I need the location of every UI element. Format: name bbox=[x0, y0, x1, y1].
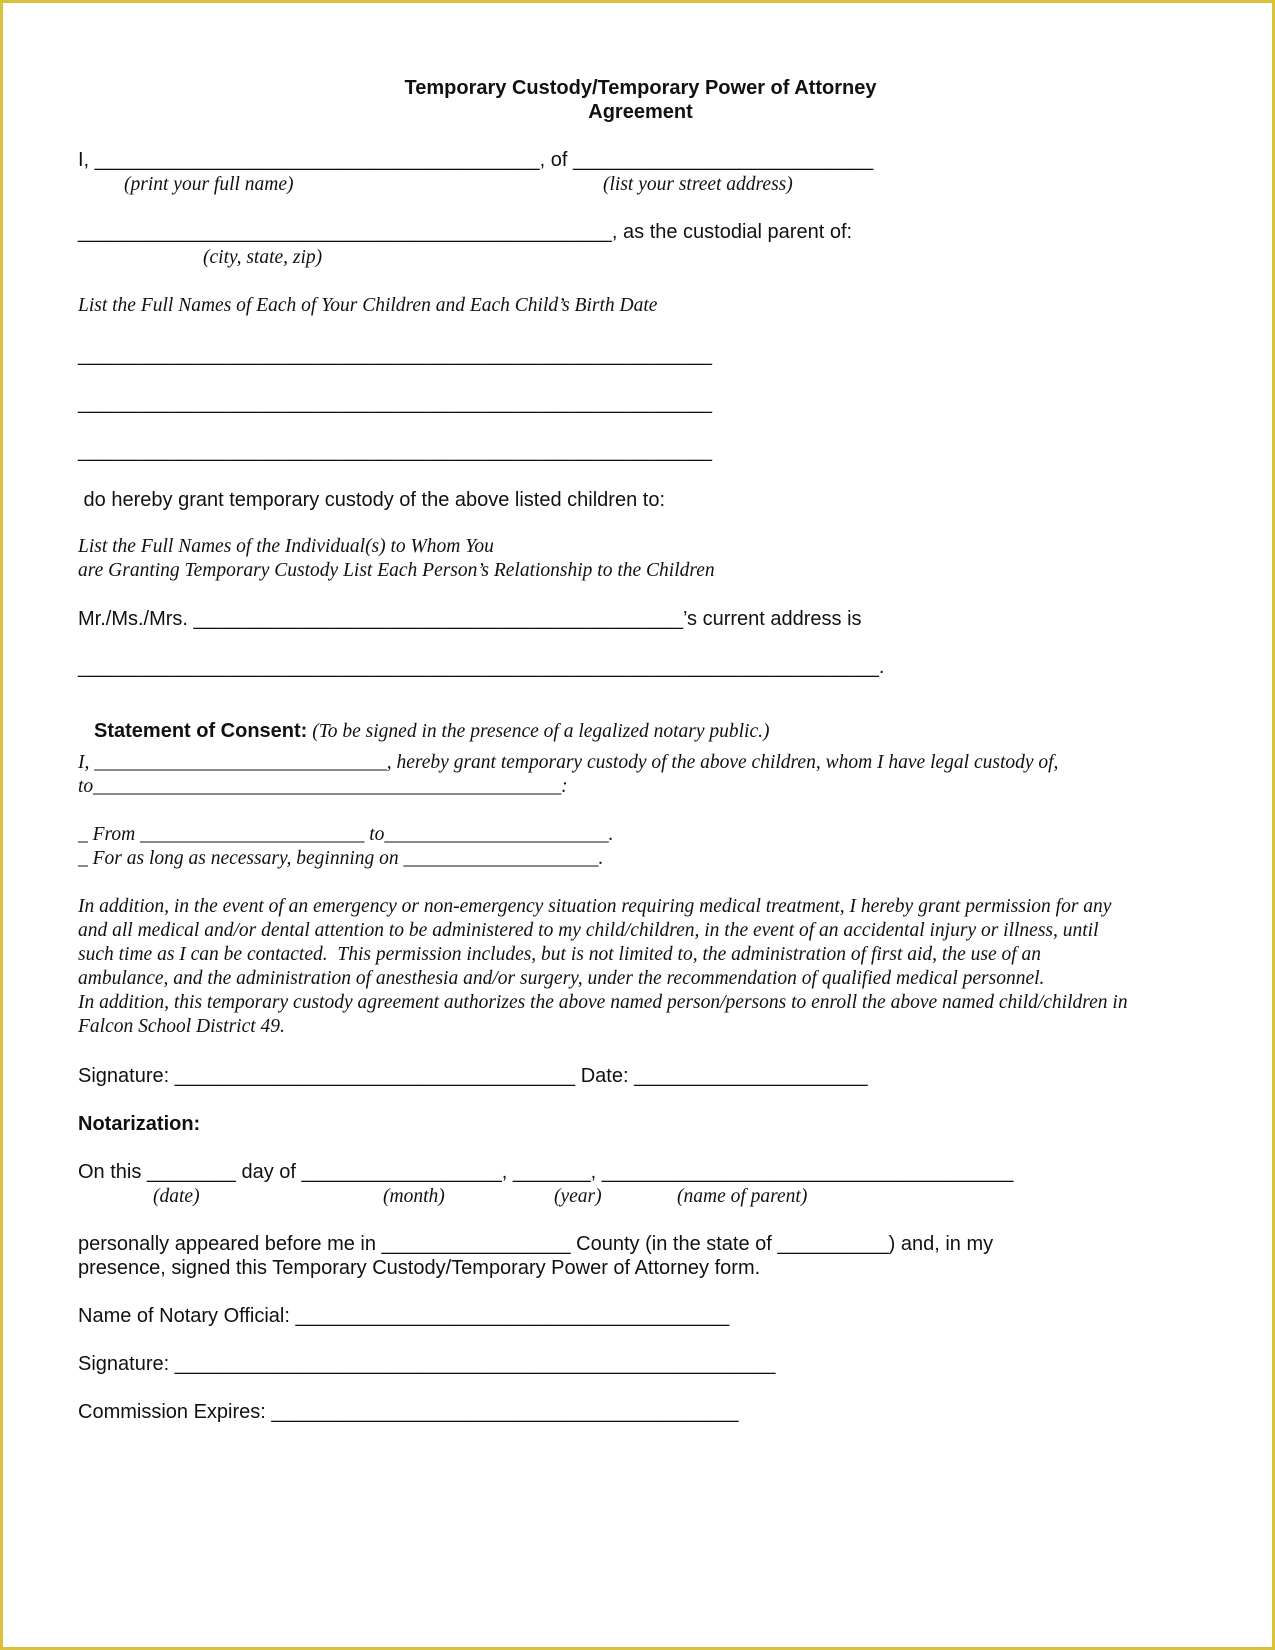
individuals-heading-line-2: are Granting Temporary Custody List Each Person’s Relationship to the Children bbox=[78, 560, 715, 581]
full-name-caption: (print your full name) bbox=[124, 174, 294, 195]
statement-of-consent-note: (To be signed in the presence of a legalized notary public.) bbox=[307, 721, 770, 742]
child-entry-field-1[interactable]: _________________________________________________________ bbox=[78, 344, 713, 366]
year-caption: (year) bbox=[554, 1186, 602, 1207]
notary-date-parent-line[interactable]: On this ________ day of __________________, _______, _____________________________________ bbox=[78, 1161, 1014, 1183]
date-caption: (date) bbox=[153, 1186, 200, 1207]
month-caption: (month) bbox=[383, 1186, 445, 1207]
signature-date-line[interactable]: Signature: ____________________________________ Date: _____________________ bbox=[78, 1065, 868, 1087]
consent-grantee-line[interactable]: to________________________________________________: bbox=[78, 776, 568, 797]
grant-custody-statement: do hereby grant temporary custody of the above listed children to: bbox=[78, 489, 666, 511]
child-entry-field-2[interactable]: _________________________________________________________ bbox=[78, 392, 713, 414]
custodian-address-field[interactable]: ________________________________________________________________________. bbox=[78, 656, 885, 678]
name-of-parent-caption: (name of parent) bbox=[677, 1186, 808, 1207]
as-long-as-necessary-option[interactable]: _ For as long as necessary, beginning on ____________________. bbox=[78, 848, 604, 869]
notary-signature-field[interactable]: Signature: ______________________________________________________ bbox=[78, 1353, 776, 1375]
commission-expires-field[interactable]: Commission Expires: __________________________________________ bbox=[78, 1401, 739, 1423]
document-title-line-1: Temporary Custody/Temporary Power of Attorney bbox=[404, 77, 877, 99]
medical-permission-paragraph-line-2: and all medical and/or dental attention to be administered to my child/children, in the event of an accidental injury or illness, until bbox=[78, 920, 1099, 941]
street-address-caption: (list your street address) bbox=[603, 174, 793, 195]
document-title-line-2: Agreement bbox=[588, 101, 693, 123]
from-to-dates-option[interactable]: _ From _______________________ to_______________________. bbox=[78, 824, 614, 845]
appearance-statement-line: presence, signed this Temporary Custody/Temporary Power of Attorney form. bbox=[78, 1257, 761, 1279]
medical-permission-paragraph-line-1: In addition, in the event of an emergency or non-emergency situation requiring medical treatment, I hereby grant permission for any bbox=[78, 896, 1112, 917]
child-entry-field-3[interactable]: _________________________________________________________ bbox=[78, 440, 713, 462]
individuals-heading-line-1: List the Full Names of the Individual(s) to Whom You bbox=[78, 536, 494, 557]
custodian-name-field[interactable]: Mr./Ms./Mrs. ____________________________________________’s current address is bbox=[78, 608, 862, 630]
full-name-address-line[interactable]: I, ________________________________________, of ___________________________ bbox=[78, 149, 874, 171]
statement-of-consent-label: Statement of Consent: bbox=[94, 720, 308, 742]
school-enrollment-paragraph-line-1: In addition, this temporary custody agreement authorizes the above named person/persons to enroll the above named child/children in bbox=[78, 992, 1128, 1013]
city-state-zip-line[interactable]: ________________________________________________, as the custodial parent of: bbox=[78, 221, 853, 243]
city-state-zip-caption: (city, state, zip) bbox=[203, 247, 323, 268]
school-enrollment-paragraph-line-2: Falcon School District 49. bbox=[78, 1016, 285, 1037]
medical-permission-paragraph-line-3: such time as I can be contacted. This permission includes, but is not limited to, the administration of first aid, the use of an bbox=[78, 944, 1042, 965]
notary-name-field[interactable]: Name of Notary Official: _______________________________________ bbox=[78, 1305, 730, 1327]
county-state-line[interactable]: personally appeared before me in _________________ County (in the state of __________) and, in my bbox=[78, 1233, 994, 1255]
notarization-heading: Notarization: bbox=[78, 1113, 201, 1135]
consent-grantor-line[interactable]: I, ______________________________, hereby grant temporary custody of the above children, whom I have legal custody of, bbox=[78, 752, 1059, 773]
statement-of-consent-line bbox=[78, 705, 770, 758]
medical-permission-paragraph-line-4: ambulance, and the administration of anesthesia and/or surgery, under the recommendation of qualified medical personnel. bbox=[78, 968, 1045, 989]
children-list-heading: List the Full Names of Each of Your Children and Each Child’s Birth Date bbox=[78, 295, 658, 316]
